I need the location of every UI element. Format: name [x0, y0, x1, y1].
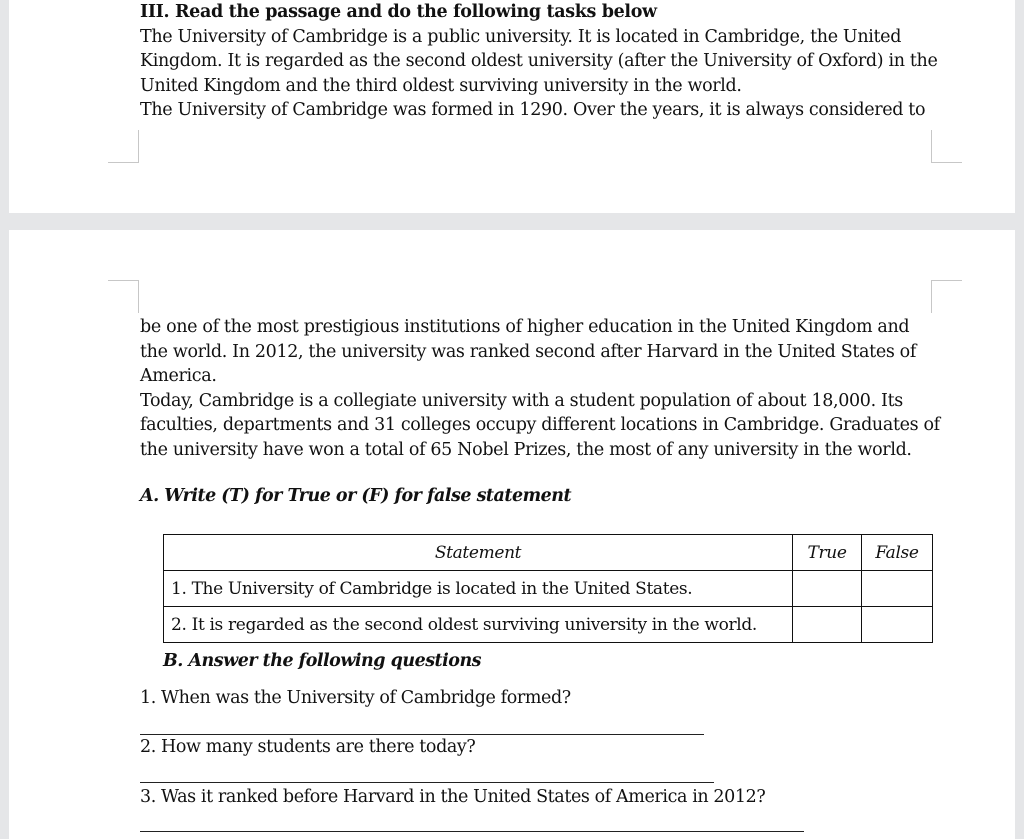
true-answer-cell[interactable]	[793, 607, 862, 643]
header-false: False	[862, 535, 933, 571]
page2-text	[140, 315, 940, 462]
section-a-title: A. Write (T) for True or (F) for false statement	[140, 486, 572, 506]
exercise-heading: III. Read the passage and do the following tasks below	[140, 2, 657, 22]
passage-paragraph-3: Today, Cambridge is a collegiate university with a student population of about 18,000. Its faculties, departments and 31 colleges occupy different locations in Cambridge. Graduates of the university have won a total of 65 Nobel Prizes, the most of any university in the world.	[140, 390, 940, 460]
passage-paragraph-2-start: The University of Cambridge was formed in 1290. Over the years, it is always considered to	[140, 100, 926, 120]
true-answer-cell[interactable]	[793, 571, 862, 607]
statement-cell: 1. The University of Cambridge is located in the United States.	[164, 571, 793, 607]
section-b-title: B. Answer the following questions	[163, 651, 482, 671]
question-2: 2. How many students are there today?	[140, 737, 476, 757]
margin-corner-top-left	[108, 280, 139, 313]
table-row	[164, 607, 933, 643]
header-true: True	[793, 535, 862, 571]
margin-corner-bottom-left	[108, 130, 139, 163]
margin-corner-top-right	[931, 280, 962, 313]
document-page-1	[9, 0, 1015, 213]
table-header-row	[164, 535, 933, 571]
document-page-2	[9, 230, 1015, 839]
passage-paragraph-2-end: be one of the most prestigious institutions of higher education in the United Kingdom and the world. In 2012, the university was ranked second after Harvard in the United States of America.	[140, 317, 916, 386]
page1-text	[140, 0, 940, 123]
statement-cell: 2. It is regarded as the second oldest surviving university in the world.	[164, 607, 793, 643]
answer-line-2[interactable]	[140, 782, 714, 783]
passage-paragraph-1: The University of Cambridge is a public university. It is located in Cambridge, the United Kingdom. It is regarded as the second oldest university (after the University of Oxford) in the United Kingdom and the third oldest surviving university in the world.	[140, 26, 938, 96]
false-answer-cell[interactable]	[862, 607, 933, 643]
question-3: 3. Was it ranked before Harvard in the United States of America in 2012?	[140, 787, 766, 807]
header-statement: Statement	[164, 535, 793, 571]
answer-line-3[interactable]	[140, 831, 804, 832]
answer-line-1[interactable]	[140, 734, 704, 735]
margin-corner-bottom-right	[931, 130, 962, 163]
true-false-table	[163, 534, 933, 643]
question-1: 1. When was the University of Cambridge formed?	[140, 688, 571, 708]
table-row	[164, 571, 933, 607]
false-answer-cell[interactable]	[862, 571, 933, 607]
